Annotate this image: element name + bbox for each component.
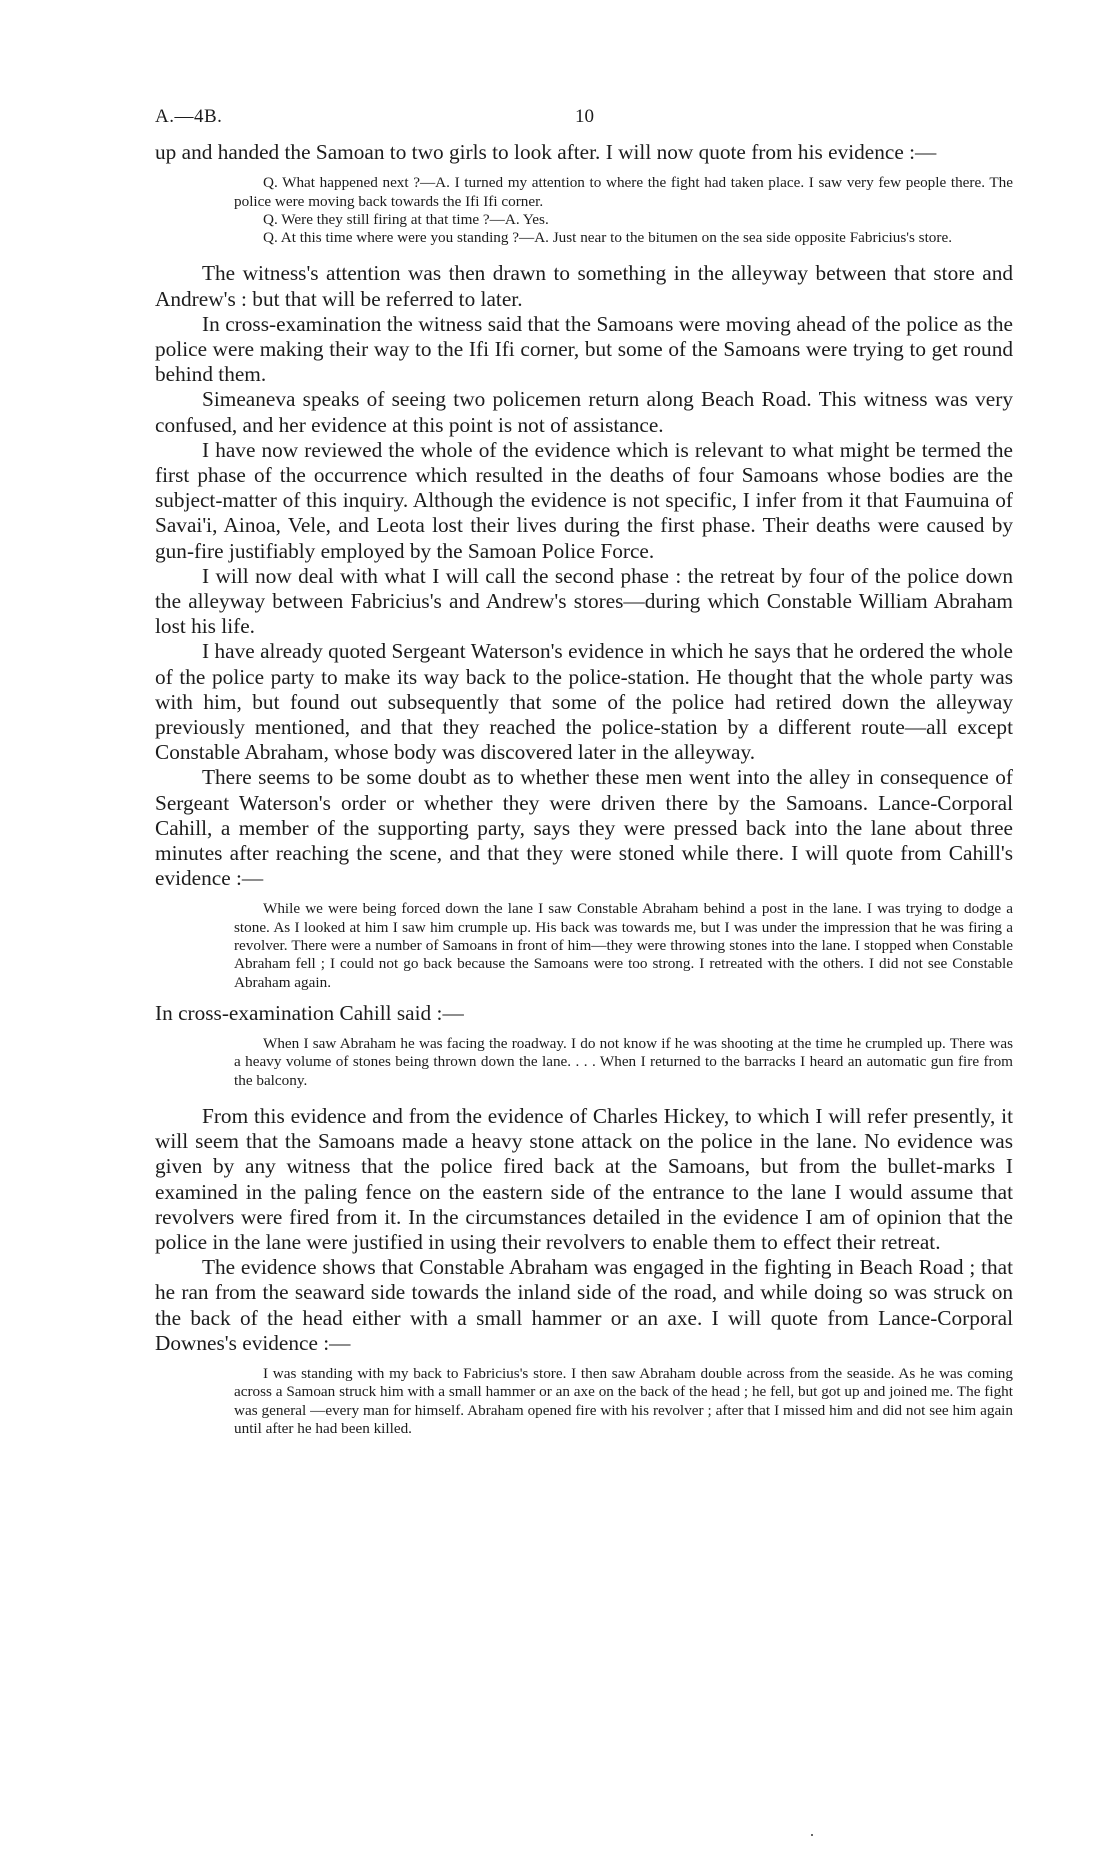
quoted-evidence: While we were being forced down the lane I saw Constable Abraham behind a post in the lane. I was trying to dodge a stone. As I looked at him I saw him crumple up. His back was towards me, but I was under the impression that he was firing a revolver. There were a number of Samoans in front of him—they were throwing stones into the lane. I stopped when Constable Abraham fell ; I could not go back because the Samoans were too strong. I retreated with the others. I did not see Constable Abraham again. [234,900,1013,991]
document-reference: A.—4B. [155,106,223,127]
quoted-evidence: When I saw Abraham he was facing the roadway. I do not know if he was shooting at the time he crumpled up. There was a heavy volume of stones being thrown down the lane. . . . When I returned to the barracks I heard an automatic gun fire from the balcony. [234,1035,1013,1089]
quoted-evidence: I was standing with my back to Fabricius's store. I then saw Abraham double across from the seaside. As he was coming across a Samoan struck him with a small hammer or an axe on the back of the head ; he fell, but got up and joined me. The fight was general —every man for himself. Abraham opened fire with his revolver ; after that I missed him and did not see him again until after he had been killed. [234,1365,1013,1437]
paragraph: In cross-examination Cahill said :— [155,1000,464,1025]
quote-line: Q. At this time where were you standing ?—A. Just near to the bitumen on the sea side opposite Fabricius's store. [263,229,952,247]
paragraph: The witness's attention was then drawn to something in the alleyway between that store and Andrew's : but that will be referred to later. [155,261,1013,311]
paragraph: From this evidence and from the evidence of Charles Hickey, to which I will refer presently, it will seem that the Samoans made a heavy stone attack on the police in the lane. No evidence was given by any witness that the police fired back at the Samoans, but from the bullet-marks I examined in the paling fence on the eastern side of the entrance to the lane I would assume that revolvers were fired from it. In the circumstances detailed in the evidence I am of opinion that the police in the lane were justified in using their revolvers to enable them to effect their retreat. [155,1104,1013,1255]
page-number: 10 [575,106,594,127]
paragraph: I have already quoted Sergeant Waterson's evidence in which he says that he ordered the whole of the police party to make its way back to the police-station. He thought that the whole party was with him, but found out subsequently that some of the police had retired down the alleyway previously mentioned, and that they reached the police-station by a different route—all except Constable Abraham, whose body was discovered later in the alleyway. [155,639,1013,765]
paragraph: Simeaneva speaks of seeing two policemen return along Beach Road. This witness was very confused, and her evidence at this point is not of assistance. [155,387,1013,437]
document-page [155,100,1013,1447]
paragraph: I will now deal with what I will call the second phase : the retreat by four of the police down the alleyway between Fabricius's and Andrew's stores—during which Constable William Abraham lost his life. [155,563,1013,639]
paragraph: In cross-examination the witness said that the Samoans were moving ahead of the police as the police were making their way to the Ifi Ifi corner, but some of the Samoans were trying to get round behind them. [155,311,1013,387]
paragraph: up and handed the Samoan to two girls to look after. I will now quote from his evidence :— [155,140,937,164]
paragraph: The evidence shows that Constable Abraham was engaged in the fighting in Beach Road ; that he ran from the seaward side towards the inland side of the road, and while doing so was struck on the back of the head either with a small hammer or an axe. I will quote from Lance-Corporal Downes's evidence :— [155,1255,1013,1355]
print-speck [811,1834,813,1836]
paragraph: There seems to be some doubt as to whether these men went into the alley in consequence of Sergeant Waterson's order or whether they were driven there by the Samoans. Lance-Corporal Cahill, a member of the supporting party, says they were pressed back into the lane about three minutes after reaching the scene, and that they were stoned while there. I will quote from Cahill's evidence :— [155,765,1013,891]
paragraph: I have now reviewed the whole of the evidence which is relevant to what might be termed the first phase of the occurrence which resulted in the deaths of four Samoans whose bodies are the subject-matter of this inquiry. Although the evidence is not specific, I infer from it that Faumuina of Savai'i, Ainoa, Vele, and Leota lost their lives during the first phase. Their deaths were caused by gun-fire justifiably employed by the Samoan Police Force. [155,437,1013,563]
quoted-evidence [234,174,1013,247]
page-header [155,100,1013,140]
quote-line: Q. What happened next ?—A. I turned my attention to where the fight had taken place. I saw very few people there. The police were moving back towards the Ifi Ifi corner. [234,174,1013,210]
quote-line: Q. Were they still firing at that time ?—A. Yes. [263,210,549,228]
